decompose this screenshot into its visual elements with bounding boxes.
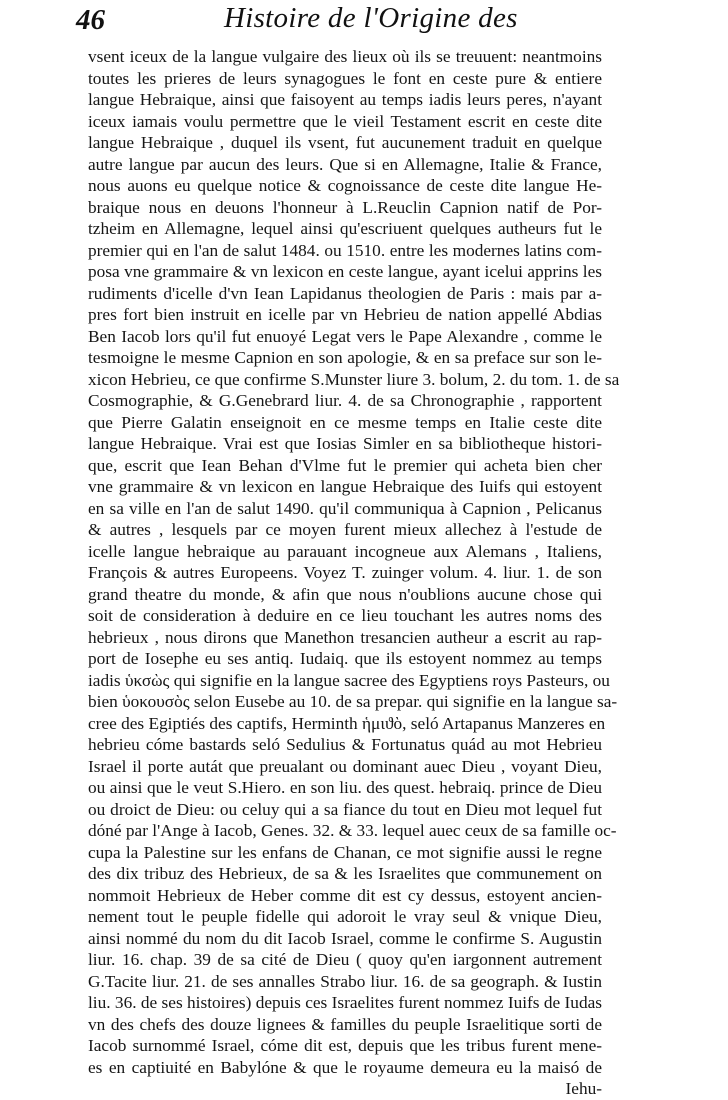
text-line: François & autres Europeens. Voyez T. zuinger volum. 4. liur. 1. de son [88,563,602,582]
text-line: grand theatre du monde, & afin que nous n'oublions aucune chose qui [88,584,602,604]
text-line: Iehu- [565,1079,602,1098]
text-line: icelle langue hebraique au parauant incogneue aux Alemans , Italiens, [88,541,602,561]
text-line: hebrieu cóme bastards seló Sedulius & Fortunatus quád au mot Hebrieu [88,735,602,754]
text-line: rudiments d'icelle d'vn Iean Lapidanus theologien de Paris : mais par a- [88,283,602,303]
text-line: posa vne grammaire & vn lexicon en ceste langue, ayant icelui apprins les [88,262,602,281]
text-line: langue Hebraique. Vrai est que Iosias Simler en sa bibliotheque histori- [88,434,602,453]
text-line: autre langue par aucun des leurs. Que si en Allemagne, Italie & France, [88,154,602,174]
text-line: cree des Egiptiés des captifs, Herminth ἡμιϑὸ, seló Artapanus Manzeres en [88,713,606,733]
text-line: tesmoigne le mesme Capnion en son apologie, & en sa preface sur son le- [88,348,602,367]
text-line: cupa la Palestine sur les enfans de Chanan, ce mot signifie aussi le regne [88,842,602,862]
text-line: Ben Iacob lors qu'il fut enuoyé Legat vers le Pape Alexandre , comme le [88,326,602,346]
text-line: ou droict de Dieu: ou celuy qui a sa fiance du tout en Dieu mot lequel fut [88,799,602,819]
text-line: Iacob surnommé Israel, cóme dit est, depuis que les tribus furent mene- [88,1036,602,1055]
text-line: hebrieux , nous dirons que Manethon tresancien autheur a escrit au rap- [88,627,602,647]
text-line: & autres , lesquels par ce moyen furent mieux allechez à l'estude de [88,520,602,539]
text-line: dóné par l'Ange à Iacob, Genes. 32. & 33. lequel auec ceux de sa famille oc- [88,821,617,840]
text-line: braique nous en deuons l'honneur à L.Reuclin Capnion natif de Por- [88,197,602,217]
text-line: vsent iceux de la langue vulgaire des lieux où ils se treuuent: neantmoins [88,47,602,66]
page-header [0,2,728,38]
text-line: iceux iamais voulu permettre que le vieil Testament escrit en ceste dite [88,111,602,131]
text-line: liu. 36. de ses histoires) depuis ces Israelites furent nommez Iuifs de Iudas [88,993,602,1012]
body-text [88,46,620,1100]
text-line: bien ὑοκουσὸς selon Eusebe au 10. de sa prepar. qui signifie en la langue sa- [88,692,618,711]
text-line: toutes les prieres de leurs synagogues le font en ceste pure & entiere [88,68,602,88]
text-line: nous auons eu quelque notice & cognoissance de ceste dite langue He- [88,176,602,195]
text-line: liur. 16. chap. 39 de sa cité de Dieu ( quoy qu'en iargonnent autrement [88,950,602,969]
text-line: des dix tribuz des Hebrieux, de sa & les Israelites que communement on [88,864,602,883]
text-line: soit de consideration à deduire en ce lieu touchant les autres noms des [88,606,602,625]
text-line: es en captiuité en Babylóne & que le royaume demeura eu la maisó de [88,1057,602,1077]
text-line: ou ainsi que le veut S.Hiero. en son liu. des quest. hebraiq. prince de Dieu [88,778,602,797]
text-line: que, escrit que Iean Behan d'Vlme fut le premier qui acheta bien cher [88,455,602,475]
text-line: langue Hebraique, ainsi que faisoyent au temps iadis leurs peres, n'ayant [88,90,602,109]
text-line: ainsi nommé du nom du dit Iacob Israel, comme le confirme S. Augustin [88,928,602,948]
text-line: en sa ville en l'an de salut 1490. qu'il communiqua à Capnion , Pelicanus [88,498,602,518]
text-line: iadis ὑκσὼς qui signifie en la langue sacree des Egyptiens roys Pasteurs, ou [88,670,610,690]
text-line: nement tout le peuple fidelle qui adoroit le vray seul & vnique Dieu, [88,907,602,926]
running-title: Histoire de l'Origine des [224,2,518,34]
text-line: Israel il porte autát que preualant ou dominant auec Dieu , voyant Dieu, [88,756,602,776]
text-line: xicon Hebrieu, ce que confirme S.Munster liure 3. bolum, 2. du tom. 1. de sa [88,369,620,389]
text-line: vne grammaire & vn lexicon en langue Hebraique des Iuifs qui estoyent [88,477,602,496]
text-line: port de Iosephe eu ses antiq. Iudaiq. que ils estoyent nommez au temps [88,649,602,668]
text-line: premier qui en l'an de salut 1484. ou 1510. entre les modernes latins com- [88,240,602,260]
text-line: que Pierre Galatin enseignoit en ce mesme temps en Italie ceste dite [88,412,602,432]
text-line: nommoit Hebrieux de Heber comme dit est cy dessus, estoyent ancien- [88,885,602,905]
text-line: G.Tacite liur. 21. de ses annalles Strabo liur. 16. de sa geograph. & Iustin [88,971,602,991]
text-line: pres fort bien instruit en icelle par vn Hebrieu de nation appellé Abdias [88,305,602,324]
text-line: Cosmographie, & G.Genebrard liur. 4. de sa Chronographie , rapportent [88,391,602,410]
text-line: langue Hebraique , duquel ils vsent, fut aucunement traduit en quelque [88,133,602,152]
page-number: 46 [76,4,105,36]
text-line: tzheim en Allemagne, lequel ainsi qu'escriuent quelques autheurs fut le [88,219,602,238]
text-line: vn des chefs des douze lignees & familles du peuple Israelitique sorti de [88,1014,602,1034]
